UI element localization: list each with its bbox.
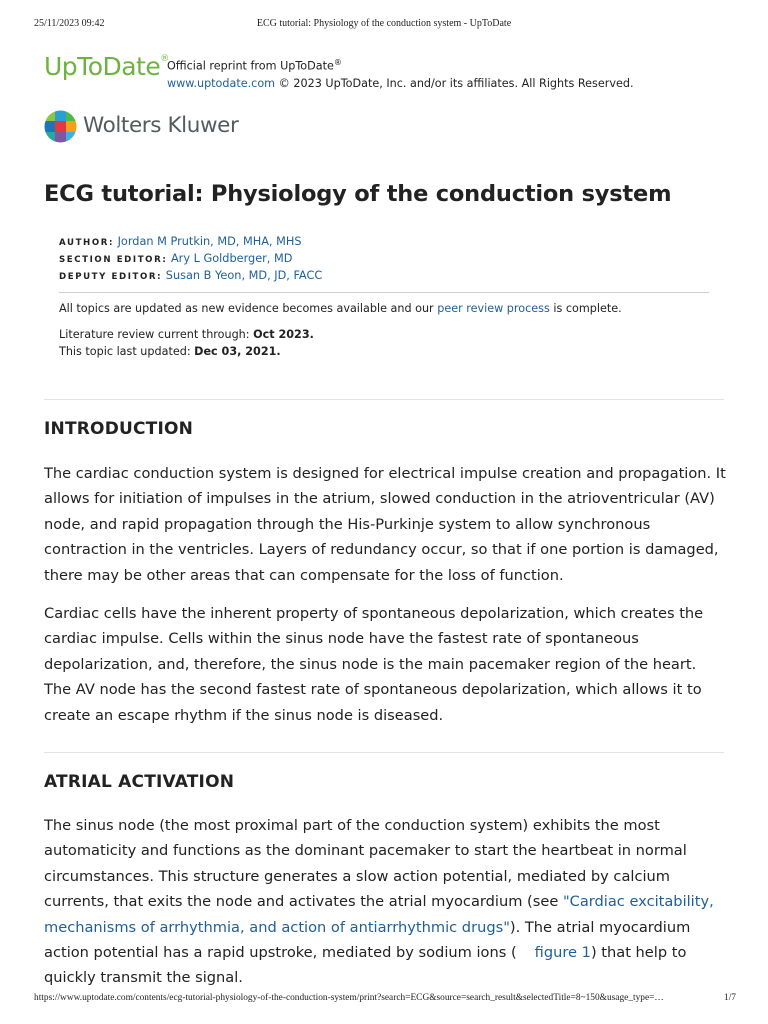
article-title: ECG tutorial: Physiology of the conduction system: [44, 181, 672, 207]
introduction-paragraph-2: Cardiac cells have the inherent property of spontaneous depolarization, which creates the cardiac impulse. Cells within the sinus node have the fastest rate of spontaneous depolarization, and, therefore, the sinus node is the main pacemaker region of the heart. The AV node has the second fastest rate of spontaneous depolarization, which allows it to create an escape rhythm if the sinus node is diseased.: [44, 605, 704, 724]
atrial-activation-paragraph: The sinus node (the most proximal part of the conduction system) exhibits the most automaticity and functions as the dominant pacemaker to start the heartbeat in normal circumstances. This structure generates a slow action potential, mediated by calcium currents, that exits the node and activates the atrial myocardium (see "Cardiac excitability, mechanisms of arrhythmia, and action of antiarrhythmic drugs"). The atrial myocardium action potential has a rapid upstroke, mediated by sodium ions ( figure 1) that help to quickly transmit the signal.: [44, 817, 714, 987]
wolters-kluwer-logo: [44, 110, 274, 144]
update-note: All topics are updated as new evidence becomes available and our peer review process is complete.: [59, 302, 622, 315]
section-divider: [44, 752, 724, 753]
reprint-line: Official reprint from UpToDate®: [167, 58, 342, 73]
introduction-paragraph-1: The cardiac conduction system is designed for electrical impulse creation and propagation. It allows for initiation of impulses in the atrium, slowed conduction in the atrioventricular (AV) node, and rapid propagation through the His-Purkinje system to allow synchronous contraction in the ventricles. Layers of redundancy occur, so that if one portion is damaged, there may be other areas that can compensate for the loss of function.: [44, 465, 726, 584]
section-editor-name-link[interactable]: Ary L Goldberger, MD: [170, 252, 293, 265]
print-footer: [34, 993, 736, 1007]
deputy-editor-row: DEPUTY EDITOR: Susan B Yeon, MD, JD, FACC: [59, 269, 323, 282]
author-list: [59, 233, 719, 284]
author-row: AUTHOR: Jordan M Prutkin, MD, MHA, MHS: [59, 235, 302, 248]
brand-row: [44, 52, 724, 92]
wolters-kluwer-name: Wolters Kluwer: [83, 113, 239, 138]
meta-divider: [59, 292, 709, 293]
review-dates: [59, 326, 719, 360]
page-number: 1/7: [724, 993, 736, 1003]
print-page-title: ECG tutorial: Physiology of the conduction system - UpToDate: [256, 18, 512, 29]
author-name-link[interactable]: Jordan M Prutkin, MD, MHA, MHS: [117, 235, 302, 248]
literature-review-date: Literature review current through: Oct 2023.: [59, 328, 314, 341]
uptodate-logo-text: UpToDate: [44, 52, 161, 81]
last-updated-date: This topic last updated: Dec 03, 2021.: [59, 345, 281, 358]
print-header: [34, 18, 734, 32]
deputy-editor-role: DEPUTY EDITOR: [59, 272, 158, 282]
cardiac-excitability-link[interactable]: "Cardiac excitability, mechanisms of arrhythmia, and action of antiarrhythmic drugs": [44, 893, 714, 936]
reprint-registered-mark: ®: [333, 58, 342, 67]
deputy-editor-name-link[interactable]: Susan B Yeon, MD, JD, FACC: [165, 269, 323, 282]
author-role: AUTHOR: [59, 238, 109, 248]
section-divider: [44, 399, 724, 400]
reprint-notice: [167, 54, 634, 92]
wolters-kluwer-mark-icon: [44, 110, 77, 143]
peer-review-link[interactable]: peer review process: [437, 302, 550, 315]
registered-mark: ®: [160, 54, 169, 64]
figure-1-link[interactable]: figure 1: [534, 944, 591, 962]
section-editor-role: SECTION EDITOR: [59, 255, 163, 265]
atrial-activation-heading: ATRIAL ACTIVATION: [44, 772, 235, 792]
section-editor-row: SECTION EDITOR: Ary L Goldberger, MD: [59, 252, 293, 265]
uptodate-site-link[interactable]: www.uptodate.com: [167, 76, 276, 90]
introduction-heading: INTRODUCTION: [44, 419, 194, 439]
uptodate-logo[interactable]: [44, 52, 169, 81]
copyright-text: © 2023 UpToDate, Inc. and/or its affiliates. All Rights Reserved.: [275, 76, 634, 90]
print-url: https://www.uptodate.com/contents/ecg-tutorial-physiology-of-the-conduction-system/print?search=ECG&source=search_result&selectedTitle=8~150&usage_type=…: [34, 993, 664, 1003]
print-timestamp: 25/11/2023 09:42: [34, 18, 105, 29]
copyright-line: [167, 75, 634, 92]
